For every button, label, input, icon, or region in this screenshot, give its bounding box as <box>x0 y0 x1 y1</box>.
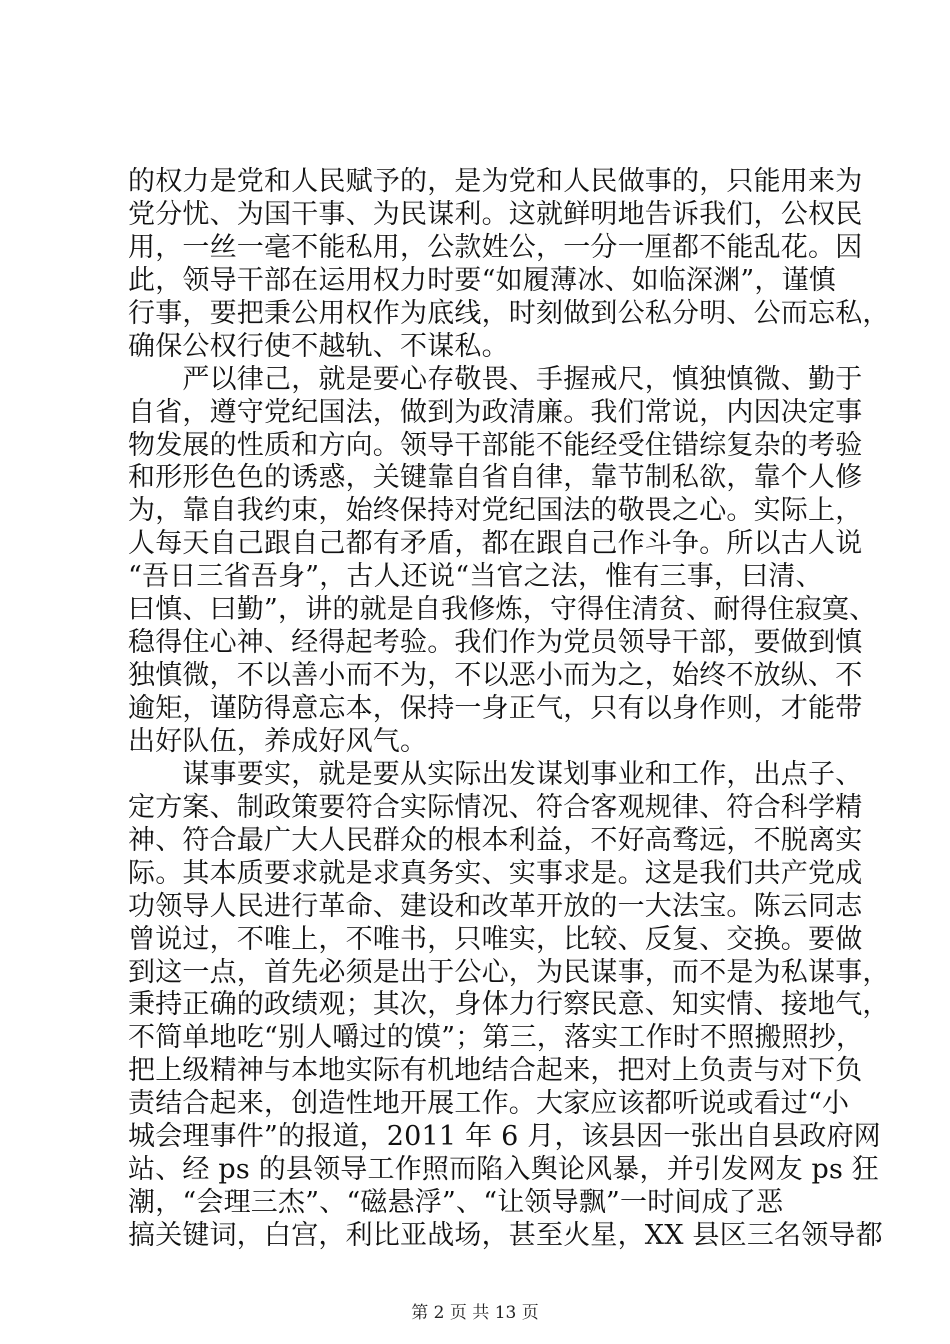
text-line: 不简单地吃“别人嚼过的馍”；第三，落实工作时不照搬照抄， <box>128 1022 864 1054</box>
text-line: 功领导人民进行革命、建设和改革开放的一大法宝。陈云同志 <box>128 890 863 922</box>
text-line: 的权力是党和人民赋予的，是为党和人民做事的，只能用来为 <box>128 166 863 197</box>
text-line: 用，一丝一毫不能私用，公款姓公，一分一厘都不能乱花。因 <box>128 231 863 263</box>
text-line: 际。其本质要求就是求真务实、实事求是。这是我们共产党成 <box>128 857 863 889</box>
text-line: 独慎微，不以善小而不为，不以恶小而为之，始终不放纵、不 <box>128 660 863 692</box>
text-line: 为，靠自我约束，始终保持对党纪国法的敬畏之心。实际上， <box>128 495 863 527</box>
text-line: 行事，要把秉公用权作为底线，时刻做到公私分明、公而忘私， <box>128 297 890 329</box>
text-line: 曾说过，不唯上，不唯书，只唯实，比较、反复、交换。要做 <box>128 923 863 955</box>
text-line: “吾日三省吾身”，古人还说“当官之法，惟有三事，曰清、 <box>128 561 823 593</box>
text-line: 此，领导干部在运用权力时要“如履薄冰、如临深渊”，谨慎 <box>128 264 837 296</box>
text-line: 定方案、制政策要符合实际情况、符合客观规律、符合科学精 <box>128 791 863 823</box>
text-line: 潮，“会理三杰”、“磁悬浮”、“让领导飘”一时间成了恶 <box>128 1187 784 1219</box>
text-line: 逾矩，谨防得意忘本，保持一身正气，只有以身作则，才能带 <box>128 693 863 724</box>
text-line: 把上级精神与本地实际有机地结合起来，把对上负责与对下负 <box>128 1055 863 1087</box>
text-line: 神、符合最广大人民群众的根本利益，不好高骛远，不脱离实 <box>128 824 863 856</box>
text-line: 出好队伍，养成好风气。 <box>128 725 428 757</box>
text-line: 稳得住心神、经得起考验。我们作为党员领导干部，要做到慎 <box>128 627 863 659</box>
text-line: 人每天自己跟自己都有矛盾，都在跟自己作斗争。所以古人说 <box>128 528 863 560</box>
text-line: 曰慎、曰勤”，讲的就是自我修炼，守得住清贫、耐得住寂寞、 <box>128 594 877 626</box>
text-line: 到这一点，首先必须是出于公心，为民谋事，而不是为私谋事， <box>128 956 890 988</box>
text-line: 党分忧、为国干事、为民谋利。这就鲜明地告诉我们，公权民 <box>128 198 863 230</box>
page-footer: 第 2 页 共 13 页 <box>411 1303 539 1323</box>
text-line: 物发展的性质和方向。领导干部能不能经受住错综复杂的考验 <box>128 429 863 461</box>
text-line: 自省，遵守党纪国法，做到为政清廉。我们常说，内因决定事 <box>128 396 863 428</box>
text-line: 确保公权行使不越轨、不谋私。 <box>128 330 509 362</box>
text-line: 站、经 ps 的县领导工作照而陷入舆论风暴，并引发网友 ps 狂 <box>128 1154 880 1186</box>
body-text <box>128 166 890 1253</box>
text-line: 严以律己，就是要心存敬畏、手握戒尺，慎独慎微、勤于 <box>128 363 863 395</box>
text-line: 搞关键词，白宫，利比亚战场，甚至火星，XX 县区三名领导都 <box>128 1220 883 1251</box>
text-line: 城会理事件”的报道，2011 年 6 月，该县因一张出自县政府网 <box>128 1121 881 1153</box>
text-line: 和形形色色的诱惑，关键靠自省自律，靠节制私欲，靠个人修 <box>128 462 863 494</box>
text-line: 秉持正确的政绩观；其次，身体力行察民意、知实情、接地气， <box>128 989 890 1021</box>
text-line: 责结合起来，创造性地开展工作。大家应该都听说或看过“小 <box>128 1088 850 1120</box>
text-line: 谋事要实，就是要从实际出发谋划事业和工作，出点子、 <box>128 758 863 790</box>
